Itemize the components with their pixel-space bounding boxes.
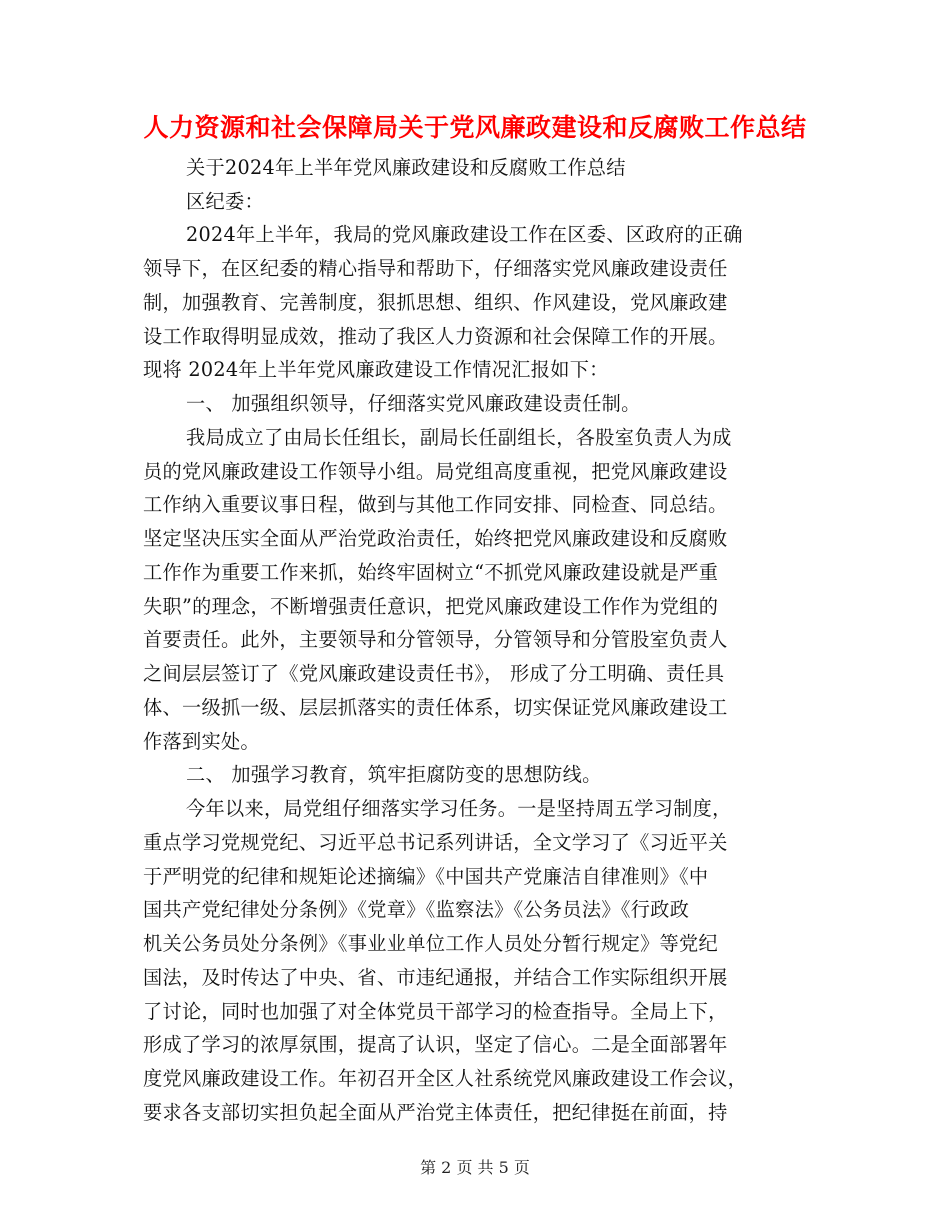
body-line: 今年以来，局党组仔细落实学习任务。一是坚持周五学习制度， [186, 797, 732, 820]
body-line: 形成了学习的浓厚氛围，提高了认识，坚定了信心。二是全面部署年 [143, 1033, 728, 1056]
section-heading-1: 一、 加强组织领导，仔细落实党风廉政建设责任制。 [186, 392, 641, 415]
body-line: 2024年上半年，我局的党风廉政建设工作在区委、区政府的正确 [186, 223, 743, 246]
body-line: 坚定坚决压实全面从严治党政治责任，始终把党风廉政建设和反腐败 [143, 527, 728, 550]
body-line: 工作作为重要工作来抓，始终牢固树立“不抓党风廉政建设就是严重 [143, 561, 719, 584]
salutation-line: 区纪委： [186, 190, 264, 213]
document-title: 人力资源和社会保障局关于党风廉政建设和反腐败工作总结 [143, 113, 807, 142]
subtitle-line: 关于2024年上半年党风廉政建设和反腐败工作总结 [186, 156, 626, 179]
body-line: 之间层层签订了《党风廉政建设责任书》， 形成了分工明确、责任具 [143, 662, 725, 685]
page-number-footer: 第 2 页 共 5 页 [420, 1158, 530, 1177]
body-line: 设工作取得明显成效，推动了我区人力资源和社会保障工作的开展。 [143, 325, 728, 348]
body-line: 机关公务员处分条例》《事业业单位工作人员处分暂行规定》等党纪 [143, 932, 719, 955]
body-line: 现将 2024年上半年党风廉政建设工作情况汇报如下： [143, 358, 609, 381]
body-line: 了讨论，同时也加强了对全体党员干部学习的检查指导。全局上下， [143, 1000, 728, 1023]
body-line: 制，加强教育、完善制度，狠抓思想、组织、作风建设，党风廉政建 [143, 291, 728, 314]
body-line: 工作纳入重要议事日程，做到与其他工作同安排、同检查、同总结。 [143, 493, 728, 516]
body-line: 首要责任。此外，主要领导和分管领导，分管领导和分管股室负责人 [143, 628, 728, 651]
body-line: 我局成立了由局长任组长，副局长任副组长，各股室负责人为成 [186, 426, 732, 449]
body-line: 国法，及时传达了中央、省、市违纪通报，并结合工作实际组织开展 [143, 966, 728, 989]
body-line: 要求各支部切实担负起全面从严治党主体责任，把纪律挺在前面，持 [143, 1101, 728, 1124]
body-line: 作落到实处。 [143, 730, 260, 753]
body-line: 度党风廉政建设工作。年初召开全区人社系统党风廉政建设工作会议， [143, 1067, 748, 1090]
body-line: 重点学习党规党纪、习近平总书记系列讲话，全文学习了《习近平关 [143, 831, 728, 854]
section-heading-2: 二、 加强学习教育，筑牢拒腐防变的思想防线。 [186, 763, 602, 786]
body-line: 员的党风廉政建设工作领导小组。局党组高度重视，把党风廉政建设 [143, 460, 728, 483]
body-line: 领导下，在区纪委的精心指导和帮助下，仔细落实党风廉政建设责任 [143, 257, 728, 280]
body-line: 失职”的理念，不断增强责任意识，把党风廉政建设工作作为党组的 [143, 595, 719, 618]
body-line: 国共产党纪律处分条例》《党章》《监察法》《公务员法》《行政政 [143, 898, 690, 921]
body-line: 体、一级抓一级、层层抓落实的责任体系，切实保证党风廉政建设工 [143, 696, 728, 719]
body-line: 于严明党的纪律和规矩论述摘编》《中国共产党廉洁自律准则》《中 [143, 865, 709, 888]
